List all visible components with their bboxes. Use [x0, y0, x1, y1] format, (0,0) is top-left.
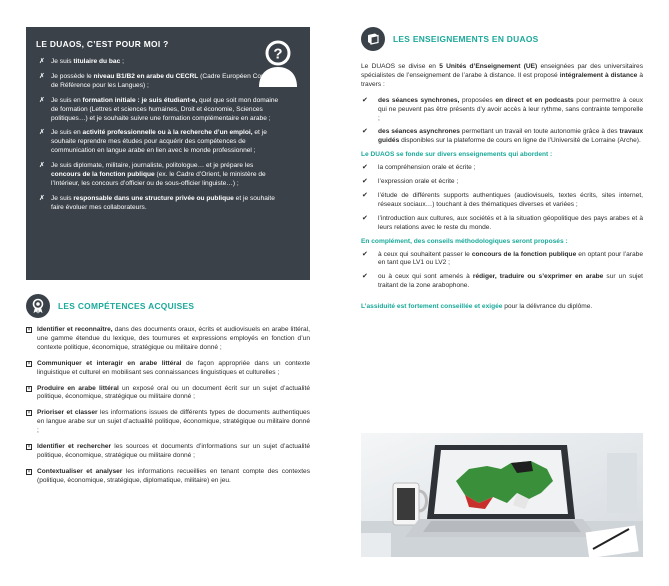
checkbox-bullet-icon: ×	[27, 410, 31, 417]
competence-item: × Identifier et reconnaître, dans des documents oraux, écrits et audiovisuels en arabe littéral, une gamme étendue du lexique, des tournures et expressions employés en fonction d’un contexte politique, économique, stratégique ou militaire donné ;	[27, 326, 310, 351]
check-bullet-icon: ✔	[362, 273, 368, 281]
teaching-mode-item: ✔ des séances synchrones, proposées en direct et en podcasts pour permettre à ceux qui ne peuvent pas être présents d’y avoir accès à leur rythme, sans contrainte temporelle ;	[362, 96, 644, 122]
target-audience-item: ✗ Je suis en activité professionnelle ou à la recherche d’un emploi, et je souhaite reprendre mes études pour acquérir des compétences de communication en langue arabe en lien avec le monde professionnel ;	[39, 129, 267, 155]
competence-item: × Produire en arabe littéral un exposé oral ou un document écrit sur un sujet d’actualité politique, économique, stratégique ou militaire donné ;	[27, 384, 310, 401]
teaching-intro: Le DUAOS se divise en 5 Unités d’Enseignement (UE) enseignées par des universitaires spécialistes de l’enseignement de l’arabe à distance. Il est proposé intégralement à distance à travers :	[361, 63, 644, 88]
laptop-arab-world-photo	[361, 433, 643, 557]
teaching-axis-item: ✔ l’introduction aux cultures, aux sociétés et à la situation géopolitique des pays arabes et à leurs relations avec le reste du monde.	[362, 214, 643, 231]
check-bullet-icon: ✔	[362, 96, 368, 104]
check-bullet-icon: ✔	[362, 250, 368, 258]
competence-item: × Identifier et rechercher les sources et documents d’informations sur un sujet d’actualité politique, économique, stratégique ou militaire donné ;	[27, 443, 310, 459]
teaching-axis-item: ✔ l’étude de différents supports authentiques (audiovisuels, textes écrits, sites internet, réseaux sociaux…) touchant à des thématiques diverses et variées ;	[362, 191, 643, 208]
teaching-axis-item: ✔ l’expression orale et écrite ;	[362, 178, 459, 186]
cross-bullet-icon: ✗	[39, 72, 45, 80]
cross-bullet-icon: ✗	[39, 162, 45, 170]
award-ribbon-icon	[26, 294, 50, 318]
target-audience-item: ✗ Je suis titulaire du bac ;	[39, 58, 124, 65]
check-bullet-icon: ✔	[362, 128, 368, 136]
axes-title: Le DUAOS se fonde sur divers enseignements qui abordent :	[361, 151, 553, 159]
left-column	[26, 27, 310, 493]
competence-item: × Contextualiser et analyser les informations recueillies en tenant compte des contextes (politique, économique, stratégique, diplomatique, militaire) en jeu.	[27, 467, 311, 484]
check-bullet-icon: ✔	[362, 191, 368, 199]
checkbox-bullet-icon: ×	[27, 360, 31, 367]
teaching-heading	[361, 27, 643, 51]
check-bullet-icon: ✔	[362, 214, 368, 222]
competences-heading	[26, 294, 310, 318]
target-audience-item: ✗ Je possède le niveau B1/B2 en arabe du CECRL (Cadre Européen Commun de Référence pour les Langues) ;	[39, 72, 280, 89]
book-icon	[361, 27, 385, 51]
check-bullet-icon: ✔	[362, 164, 368, 172]
right-column	[361, 27, 643, 312]
target-audience-item: ✗ Je suis en formation initiale : je suis étudiant-e, quel que soit mon domaine de formation (Lettres et sciences humaines, Droit et économie, Sciences politiques…) et je souhaite suivre une formation complémentaire en arabe ;	[39, 96, 279, 122]
cross-bullet-icon: ✗	[39, 194, 45, 202]
checkbox-bullet-icon: ×	[27, 444, 31, 451]
checkbox-bullet-icon: ×	[27, 327, 31, 333]
target-audience-item: ✗ Je suis diplomate, militaire, journaliste, politologue… et je prépare les concours de la fonction publique (ex. le Cadre d’Orient, le ministère de l’Intérieur, les concours d’officier ou de sous-officier linguiste…) ;	[39, 162, 266, 187]
teaching-mode-item: ✔ des séances asynchrones permettant un travail en toute autonomie grâce à des travaux guidés disponibles sur la plateforme de cours en ligne de l’Université de Lorraine (Arche).	[362, 128, 643, 145]
competences-title: LES COMPÉTENCES ACQUISES	[58, 301, 195, 311]
attendance-note: L’assiduité est fortement conseillée et exigée pour la délivrance du diplôme.	[361, 303, 593, 311]
target-audience-item: ✗ Je suis responsable dans une structure privée ou publique et je souhaite faire évoluer mes collaborateurs.	[39, 194, 275, 211]
cross-bullet-icon: ✗	[39, 58, 45, 65]
advice-item: ✔ à ceux qui souhaitent passer le concours de la fonction publique en optant pour l’arabe en tant que LV1 ou LV2 ;	[362, 250, 643, 267]
competence-item: × Communiquer et interagir en arabe littéral de façon appropriée dans un contexte linguistique et culturel en mobilisant ses connaissances linguistiques et culturelles ;	[27, 359, 310, 376]
checkbox-bullet-icon: ×	[27, 385, 31, 392]
advice-title: En complément, des conseils méthodologiques seront proposés :	[361, 237, 568, 245]
teaching-axis-item: ✔ la compréhension orale et écrite ;	[362, 164, 476, 172]
cross-bullet-icon: ✗	[39, 96, 45, 104]
competence-item: × Prioriser et classer les informations issues de différents types de documents authentiques en langue arabe sur un sujet d’actualité politique, économique, stratégique ou militaire donné ;	[27, 409, 310, 435]
checkbox-bullet-icon: ×	[27, 468, 31, 475]
target-audience-box	[26, 27, 310, 280]
svg-text:?: ?	[273, 45, 283, 63]
check-bullet-icon: ✔	[362, 178, 368, 186]
teaching-title: LES ENSEIGNEMENTS EN DUAOS	[393, 34, 539, 44]
cross-bullet-icon: ✗	[39, 129, 45, 137]
target-audience-title: LE DUAOS, C’EST POUR MOI ?	[36, 39, 169, 49]
advice-item: ✔ ou à ceux qui sont amenés à rédiger, traduire ou s’exprimer en arabe sur un sujet traitant de la zone arabophone.	[362, 273, 644, 290]
